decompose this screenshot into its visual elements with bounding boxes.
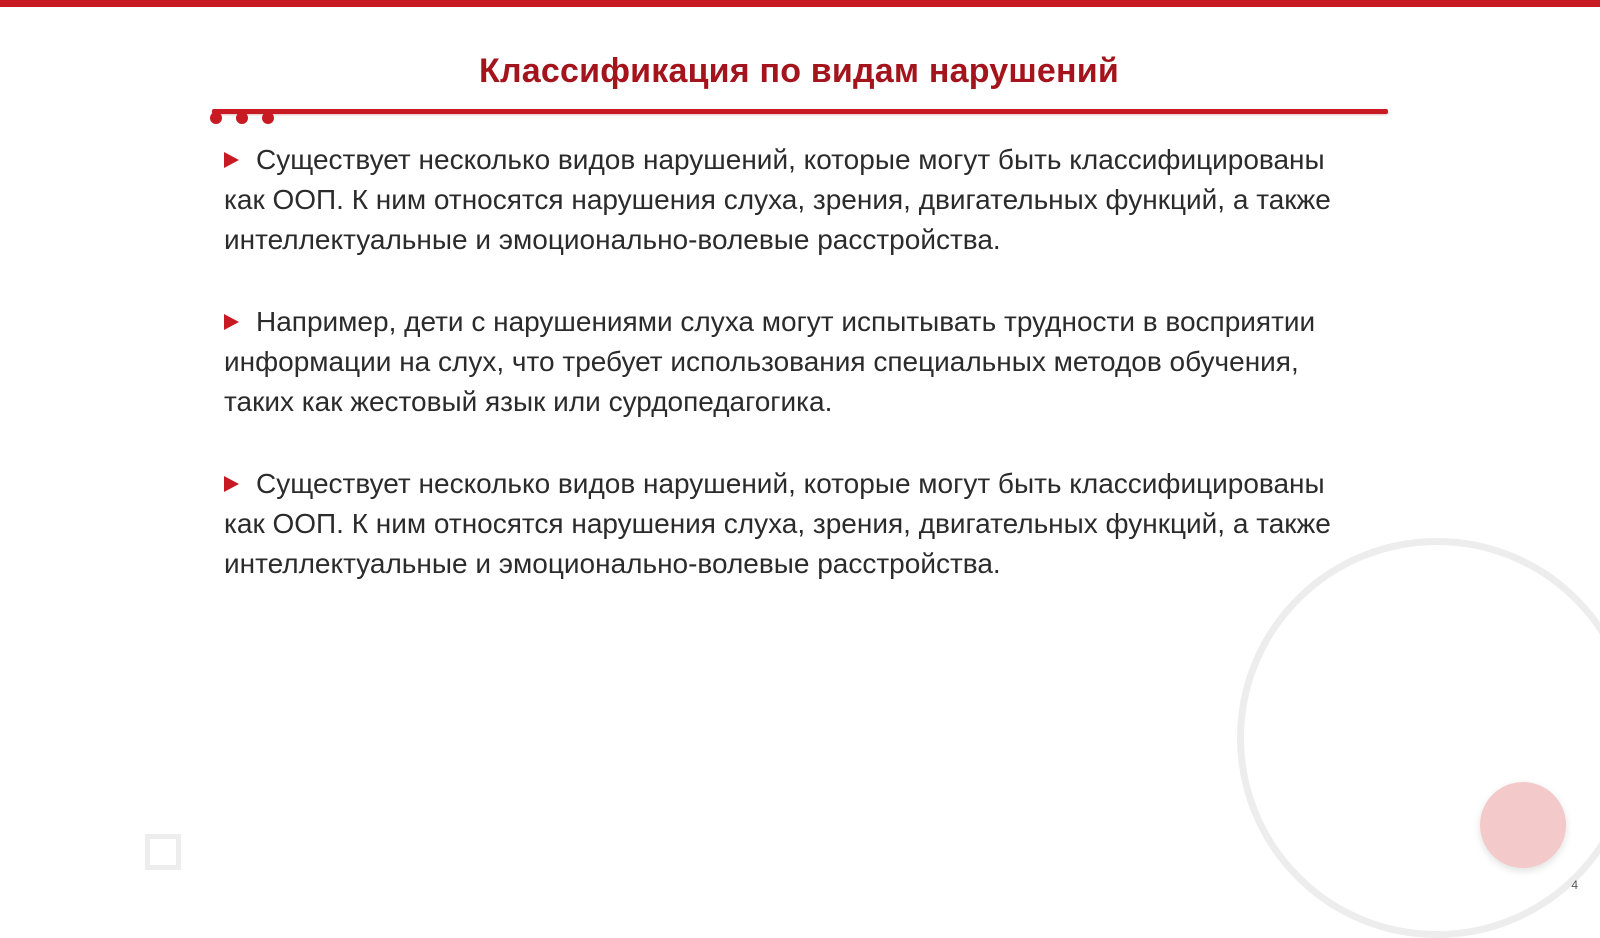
decor-dot — [210, 112, 222, 124]
bullet-paragraph — [224, 302, 1334, 422]
bullet-paragraph — [224, 140, 1334, 260]
page-number: 4 — [1571, 878, 1578, 892]
decor-dot — [236, 112, 248, 124]
triangle-bullet-icon — [224, 314, 239, 330]
triangle-bullet-icon — [224, 152, 239, 168]
paragraph-text: Существует несколько видов нарушений, которые могут быть классифицированы как ООП. К ним относятся нарушения слуха, зрения, двигательных функций, а также интеллектуальные и эмоционально-волевые расстройства. — [224, 144, 1331, 255]
title-underline — [212, 109, 1388, 114]
bullet-paragraph — [224, 464, 1334, 584]
top-accent-bar — [0, 0, 1600, 7]
decor-square — [145, 834, 181, 870]
triangle-bullet-icon — [224, 476, 239, 492]
paragraph-text: Например, дети с нарушениями слуха могут испытывать трудности в восприятии информации на слух, что требует использования специальных методов обучения, таких как жестовый язык или сурдопедагогика. — [224, 306, 1316, 417]
slide-body — [224, 140, 1334, 626]
decor-dot — [262, 112, 274, 124]
decor-pink-circle — [1480, 782, 1566, 868]
slide-title: Классификация по видам нарушений — [479, 52, 1119, 90]
paragraph-text: Существует несколько видов нарушений, которые могут быть классифицированы как ООП. К ним относятся нарушения слуха, зрения, двигательных функций, а также интеллектуальные и эмоционально-волевые расстройства. — [224, 468, 1331, 579]
